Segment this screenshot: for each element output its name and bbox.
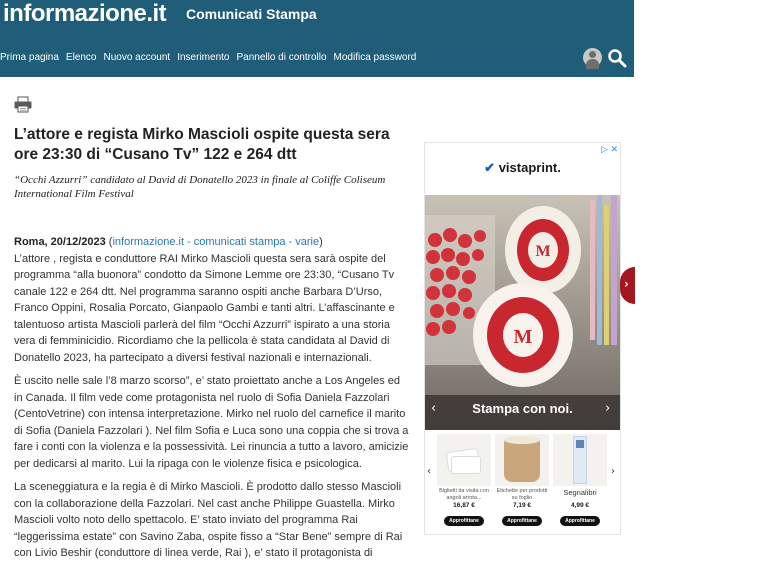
nav-modifica-password[interactable]: Modifica password — [333, 52, 417, 63]
svg-text:M: M — [513, 326, 533, 348]
main-nav — [0, 52, 423, 63]
ad-product[interactable] — [437, 434, 491, 527]
search-icon[interactable] — [607, 48, 627, 68]
source-close: ) — [319, 236, 323, 248]
product-name: Etichette per prodotti su foglio — [496, 488, 548, 501]
paragraph-1-text: L’attore , regista e conduttore RAI Mirko Mascioli questa sera sarà ospite del programma “alla buonora” condotto da Simone Lemme ore 23:30, “Cusano Tv canale 122 e 264 dtt. Nel programma saranno ospiti anche Barbara D’Urso, Franco Oppini, Rosalia Porcato, Gianpaolo Gambi e tanti altri. L’affascinante e talentuoso artista Mascioli parlerà del film “Occhi Azzurri” ispirato a una storia vera di femminicidio. Ricordiamo che la pellicola è stata candidata al David di Donatello 2023, ha partecipato a diversi festival nazionali e internazionali. — [14, 252, 395, 364]
product-cta-button[interactable]: Approfittane — [560, 516, 600, 526]
user-icon-head — [589, 51, 596, 58]
article-subtitle: “Occhi Azzurri” candidato al David di Donatello 2023 in finale al Coliffe Coliseum International Film Festival — [14, 174, 386, 200]
site-logo[interactable]: informazione.it — [3, 0, 167, 27]
product-image — [495, 434, 549, 486]
product-name: Biglietti da visita con angoli arrota... — [439, 488, 489, 501]
nav-inserimento[interactable]: Inserimento — [177, 52, 230, 63]
article-title: L’attore e regista Mirko Mascioli ospite questa sera ore 23:30 di “Cusano Tv” 122 e 264 dtt — [14, 126, 390, 163]
advertisement[interactable] — [424, 142, 621, 535]
ad-choices-icon[interactable]: ▷ ✕ — [601, 144, 618, 154]
printer-icon[interactable] — [14, 97, 32, 112]
vistaprint-check-icon: ✔ — [484, 160, 496, 175]
dateline: Roma, 20/12/2023 — [14, 236, 106, 248]
product-price: 4,99 € — [570, 502, 590, 509]
ad-image[interactable] — [425, 195, 620, 430]
product-price: 7,19 € — [512, 502, 532, 509]
product-cta-button[interactable]: Approfittane — [444, 516, 484, 526]
product-image — [553, 434, 607, 486]
ad-prev-arrow-icon[interactable]: ‹ — [431, 401, 437, 416]
article-paragraph: La sceneggiatura e la regia è di Mirko Mascioli. È prodotto dallo stesso Mascioli con la collaborazione della Fazzolari. Nel cast anche Philippe Guastella. Mirko Mascioli volto noto dello spettacolo. E’ stato inviato del programma Rai “leggerissima estate” con Savino Zaba, ospite fisso a “Star Bene” sempre di Rai con Livio Beshir (conduttore di linea verde, Rai ), e’ stato il protagonista di — [14, 481, 403, 559]
section-title[interactable]: Comunicati Stampa — [186, 6, 317, 22]
product-cta-button[interactable]: Approfittane — [502, 516, 542, 526]
ad-products — [425, 430, 620, 534]
nav-nuovo-account[interactable]: Nuovo account — [103, 52, 171, 63]
product-price: 16,87 € — [453, 502, 475, 509]
products-prev-icon[interactable]: ‹ — [427, 466, 431, 477]
product-name: Segnalibri — [563, 488, 597, 497]
ad-brand-text: vistaprint. — [498, 160, 561, 175]
svg-text:M: M — [535, 243, 551, 260]
nav-prima-pagina[interactable]: Prima pagina — [0, 52, 59, 63]
nav-pannello-di-controllo[interactable]: Pannello di controllo — [236, 52, 327, 63]
article-body — [14, 234, 409, 569]
user-icon[interactable] — [583, 48, 602, 67]
nav-elenco[interactable]: Elenco — [65, 52, 97, 63]
source-link[interactable]: informazione.it - comunicati stampa - varie — [112, 236, 320, 248]
side-panel-tab[interactable] — [620, 267, 635, 304]
ad-headline[interactable]: Stampa con noi. — [472, 401, 573, 416]
article-paragraph: È uscito nelle sale l’8 marzo scorso”, e’ stato proiettato anche a Los Angeles ed in Canada. Il film vede come protagonista nel ruolo di Sofia Daniela Fazzolari (CentoVetrine) con intensa interpretazione. Mirko nel ruolo del carnefice il marito di Sofia (Daniela Fazzolari ). Nel film Sofia e Luca sono una coppia che si trova a fare i conti con la violenza e la possessività. Lei rinuncia a tutto a lavoro, amicizie per dedicarsi al marito. Lui la ripaga con le violenze fisica e psicologica. — [14, 375, 409, 470]
chevron-right-icon: › — [624, 277, 629, 291]
article-paragraph — [14, 234, 409, 366]
ad-product[interactable] — [495, 434, 549, 527]
ad-product[interactable] — [553, 434, 607, 527]
products-next-icon[interactable]: › — [611, 466, 615, 477]
product-image — [437, 434, 491, 486]
ad-next-arrow-icon[interactable]: › — [605, 401, 611, 416]
source-open: ( — [105, 236, 113, 248]
ad-brand-logo[interactable] — [425, 160, 620, 176]
user-icon-body — [586, 59, 599, 69]
site-header — [0, 0, 634, 77]
